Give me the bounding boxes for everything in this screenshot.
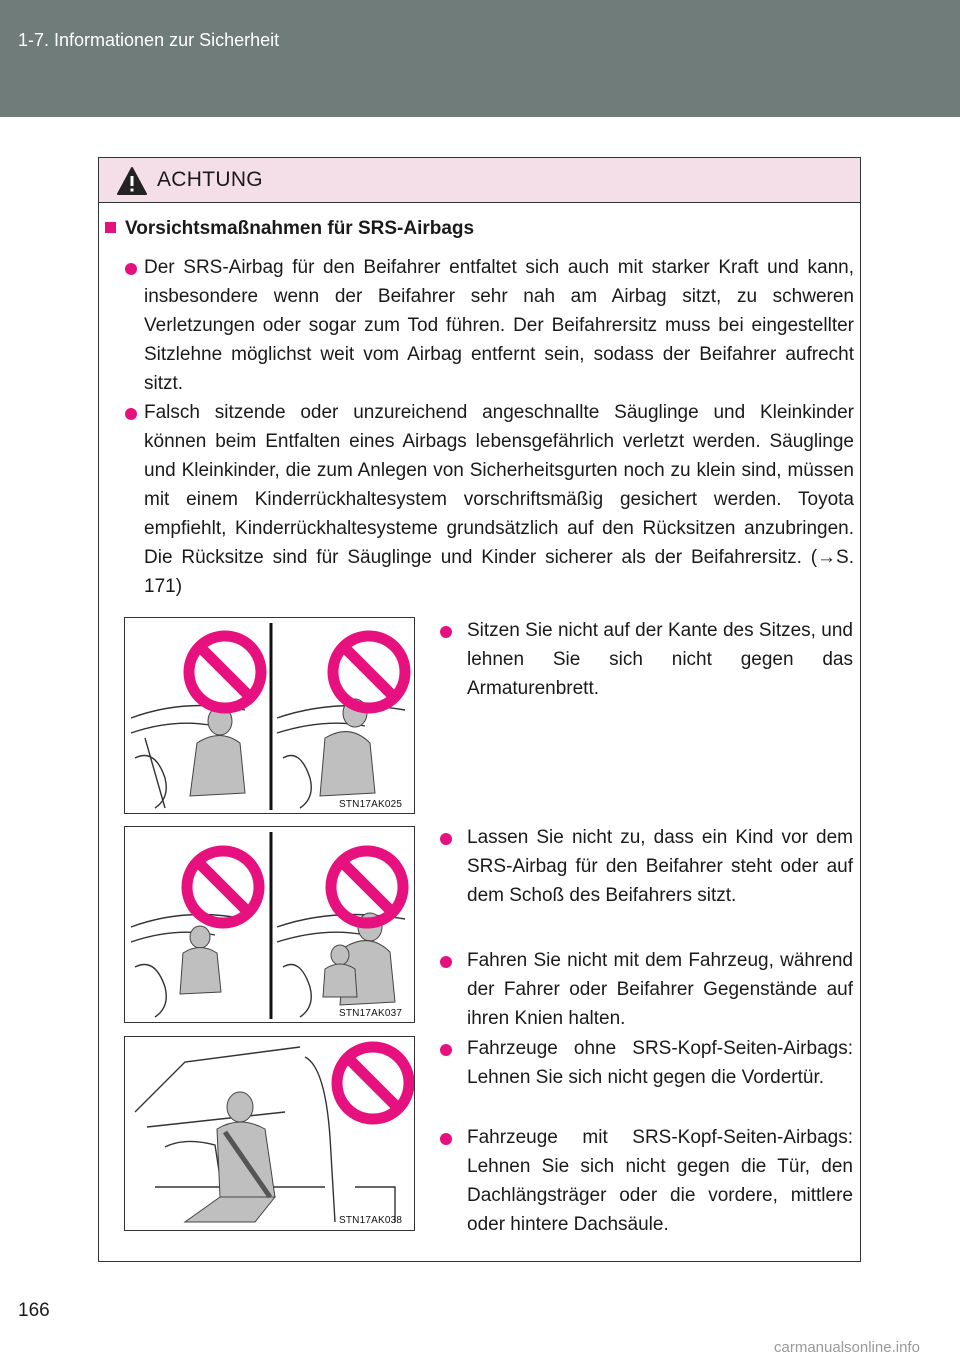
bullet-dot-icon: [440, 1044, 452, 1056]
prohibited-sign-icon: [187, 851, 259, 923]
prohibited-sign-icon: [333, 636, 405, 708]
figure-leaning-on-door: [124, 1036, 415, 1231]
figure-code: STN17AK038: [339, 1215, 403, 1226]
figure-code: STN17AK037: [339, 1008, 403, 1019]
bullet-dot-icon: [440, 956, 452, 968]
figure-leaning-on-dashboard: [124, 617, 415, 814]
side-bullet-4: Fahrzeuge ohne SRS-Kopf-Seiten-Airbags: Lehnen Sie sich nicht gegen die Vordertür.: [467, 1038, 853, 1088]
watermark: carmanualsonline.info: [774, 1339, 920, 1356]
bullet-dot-icon: [125, 263, 137, 275]
warning-paragraph-2: Falsch sitzende oder unzureichend angeschnallte Säuglinge und Kleinkinder können beim Entfalten eines Airbags lebensgefährlich verletzt werden. Säuglinge und Kleinkinder, die zum Anlegen von Sicherheitsgurten noch zu klein sind, müssen mit einem Kinderrückhaltesystem vorschriftsmäßig gesichert werden. Toyota empfiehlt, Kinderrückhaltesysteme grundsätzlich auf den Rücksitzen anzubringen. Die Rücksitze sind für Säuglinge und Kinder sicherer als der Beifahrersitz. (→S. 171): [144, 402, 854, 597]
figure-child-in-front-of-airbag: [124, 826, 415, 1023]
bullet-dot-icon: [440, 626, 452, 638]
bullet-dot-icon: [440, 833, 452, 845]
square-bullet-icon: [105, 222, 116, 233]
section-title: 1-7. Informationen zur Sicherheit: [18, 30, 280, 50]
illustration: [125, 827, 415, 1023]
side-bullet-5: Fahrzeuge mit SRS-Kopf-Seiten-Airbags: Lehnen Sie sich nicht gegen die Tür, den Dachlängsträger oder die vordere, mittlere oder hintere Dachsäule.: [467, 1127, 853, 1235]
subheading-text: Vorsichtsmaßnahmen für SRS-Airbags: [125, 218, 475, 239]
prohibited-sign-icon: [331, 851, 403, 923]
prohibited-sign-icon: [189, 636, 261, 708]
illustration: [125, 618, 415, 814]
bullet-dot-icon: [125, 408, 137, 420]
side-bullet-1: Sitzen Sie nicht auf der Kante des Sitzes, und lehnen Sie sich nicht gegen das Armaturenbrett.: [467, 620, 853, 699]
warning-paragraph-1: Der SRS-Airbag für den Beifahrer entfaltet sich auch mit starker Kraft und kann, insbesondere wenn der Beifahrer sehr nah am Airbag sitzt, zu schweren Verletzungen oder sogar zum Tod führen. Der Beifahrersitz muss bei eingestellter Sitzlehne möglichst weit vom Airbag entfernt sein, sodass der Beifahrer aufrecht sitzt.: [144, 257, 854, 394]
side-bullet-3: Fahren Sie nicht mit dem Fahrzeug, während der Fahrer oder Beifahrer Gegenstände auf ihren Knien halten.: [467, 950, 853, 1029]
warning-title: ACHTUNG: [157, 168, 263, 191]
page-header: [0, 0, 960, 117]
warning-triangle-icon: [116, 166, 148, 196]
bullet-dot-icon: [440, 1133, 452, 1145]
warning-header: [99, 158, 860, 203]
illustration: [125, 1037, 415, 1231]
prohibited-sign-icon: [337, 1047, 409, 1119]
side-bullet-2: Lassen Sie nicht zu, dass ein Kind vor dem SRS-Airbag für den Beifahrer steht oder auf dem Schoß des Beifahrers sitzt.: [467, 827, 853, 906]
figure-code: STN17AK025: [339, 799, 403, 810]
page-number: 166: [18, 1300, 50, 1321]
warning-subheading: [105, 218, 474, 240]
